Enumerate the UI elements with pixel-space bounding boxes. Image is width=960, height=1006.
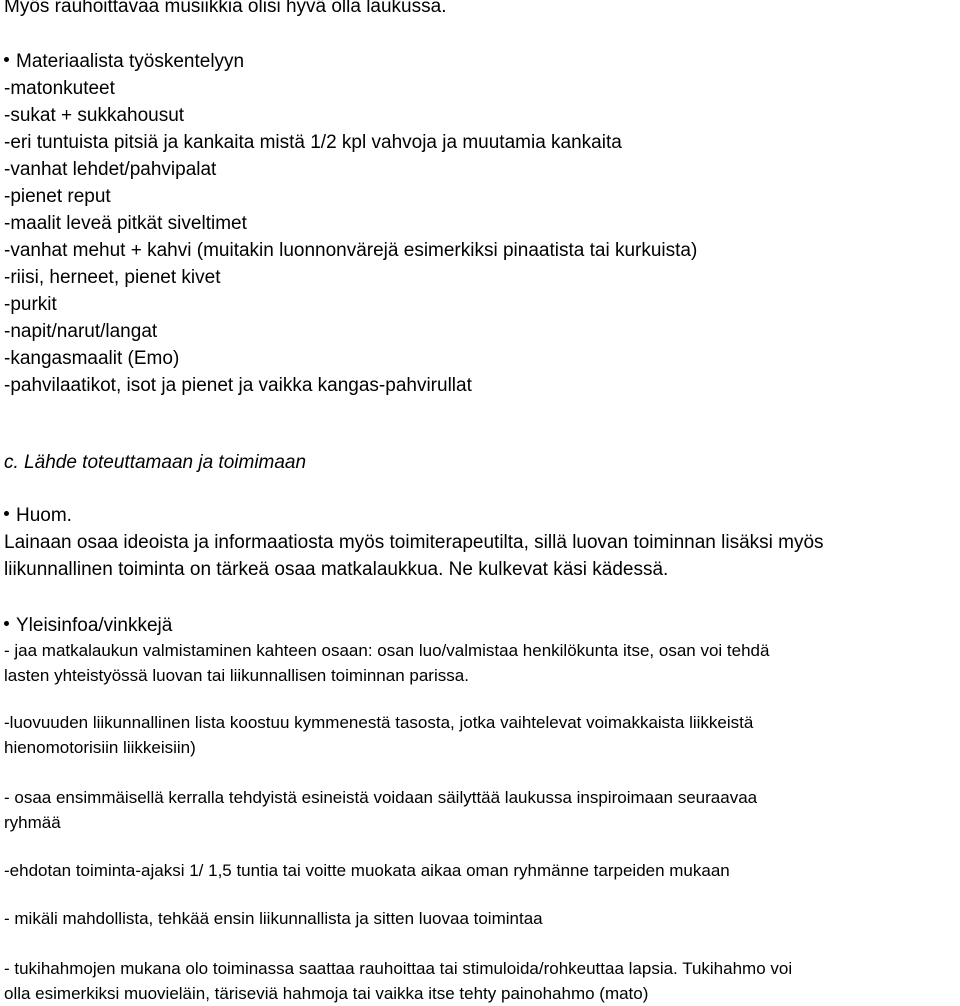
bullet-icon xyxy=(4,621,9,626)
material-item: -kangasmaalit (Emo) xyxy=(4,348,180,369)
info-heading-text: Yleisinfoa/vinkkejä xyxy=(16,615,173,636)
section-c-heading: c. Lähde toteuttamaan ja toimimaan xyxy=(4,452,307,473)
note-line: Lainaan osaa ideoista ja informaatiosta myös toimiterapeutilta, sillä luovan toiminnan lisäksi myös xyxy=(4,532,824,553)
info-line: olla esimerkiksi muovieläin, täriseviä hahmoja tai vaikka itse tehty painohahmo (mato) xyxy=(4,984,649,1003)
top-line: Myös rauhoittavaa musiikkia olisi hyvä olla laukussa. xyxy=(4,0,447,17)
material-item: -sukat + sukkahousut xyxy=(4,105,185,126)
note-heading xyxy=(4,506,72,525)
materials-heading-text: Materiaalista työskentelyyn xyxy=(16,51,245,72)
note-heading-text: Huom. xyxy=(16,505,72,526)
info-heading xyxy=(4,616,172,635)
material-item: -napit/narut/langat xyxy=(4,321,158,342)
material-item: -vanhat lehdet/pahvipalat xyxy=(4,159,217,180)
note-line: liikunnallinen toiminta on tärkeä osaa matkalaukkua. Ne kulkevat käsi kädessä. xyxy=(4,559,669,580)
info-line: hienomotorisiin liikkeisiin) xyxy=(4,738,196,757)
info-line: - osaa ensimmäisellä kerralla tehdyistä esineistä voidaan säilyttää laukussa inspiroimaan seuraavaa xyxy=(4,788,758,807)
material-item: -maalit leveä pitkät siveltimet xyxy=(4,213,247,234)
material-item: -matonkuteet xyxy=(4,78,115,99)
material-item: -pahvilaatikot, isot ja pienet ja vaikka kangas-pahvirullat xyxy=(4,375,472,396)
material-item: -pienet reput xyxy=(4,186,111,207)
info-line: -ehdotan toiminta-ajaksi 1/ 1,5 tuntia tai voitte muokata aikaa oman ryhmänne tarpeiden mukaan xyxy=(4,861,730,880)
info-line: - mikäli mahdollista, tehkää ensin liikunnallista ja sitten luovaa toimintaa xyxy=(4,909,543,928)
bullet-icon xyxy=(4,57,9,62)
info-line: - tukihahmojen mukana olo toiminassa saattaa rauhoittaa tai stimuloida/rohkeuttaa lapsia. Tukihahmo voi xyxy=(4,959,793,978)
info-line: - jaa matkalaukun valmistaminen kahteen osaan: osan luo/valmistaa henkilökunta itse, osan voi tehdä xyxy=(4,641,770,660)
info-line: -luovuuden liikunnallinen lista koostuu kymmenestä tasosta, jotka vaihtelevat voimakkaista liikkeistä xyxy=(4,713,754,732)
info-line: ryhmää xyxy=(4,813,61,832)
bullet-icon xyxy=(4,511,9,516)
materials-heading xyxy=(4,52,244,71)
material-item: -eri tuntuista pitsiä ja kankaita mistä 1/2 kpl vahvoja ja muutamia kankaita xyxy=(4,132,622,153)
material-item: -purkit xyxy=(4,294,57,315)
material-item: -riisi, herneet, pienet kivet xyxy=(4,267,221,288)
material-item: -vanhat mehut + kahvi (muitakin luonnonvärejä esimerkiksi pinaatista tai kurkuista) xyxy=(4,240,698,261)
info-line: lasten yhteistyössä luovan tai liikunnallisen toiminnan parissa. xyxy=(4,666,469,685)
